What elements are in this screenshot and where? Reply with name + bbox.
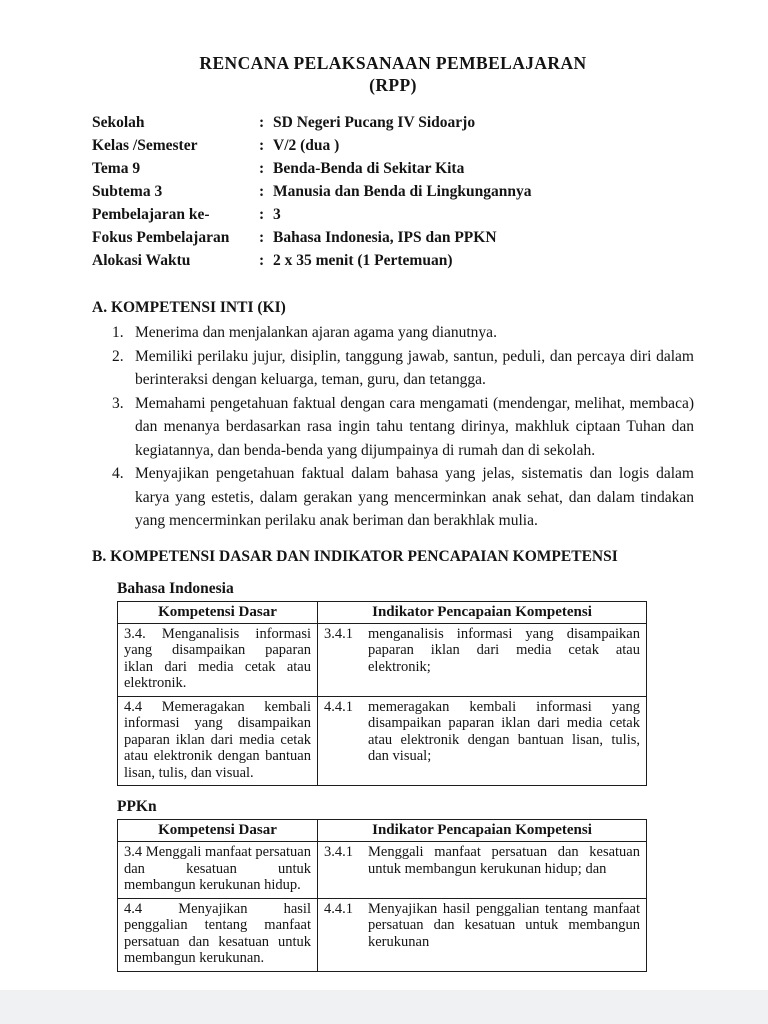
info-row-pembelajaran-ke xyxy=(92,203,694,226)
section-b-heading: B. KOMPETENSI DASAR DAN INDIKATOR PENCAPAIAN KOMPETENSI xyxy=(92,547,618,565)
table-row xyxy=(118,696,647,786)
table-header-row xyxy=(118,820,647,842)
ipk-entry xyxy=(324,626,640,676)
document-title-block xyxy=(92,52,694,96)
info-row-tema xyxy=(92,157,694,180)
info-row-subtema xyxy=(92,180,694,203)
info-value: 2 x 35 menit (1 Pertemuan) xyxy=(273,252,453,269)
kd-cell xyxy=(118,898,318,971)
table-row xyxy=(118,898,647,971)
ipk-column-header: Indikator Pencapaian Kompetensi xyxy=(318,601,647,623)
ipk-number: 4.4.1 xyxy=(324,900,353,917)
info-value: 3 xyxy=(273,206,281,223)
info-label: Kelas /Semester xyxy=(92,137,198,154)
subject-name: PPKn xyxy=(117,798,157,815)
list-item-number: 3. xyxy=(112,394,124,412)
list-item-text: Memiliki perilaku jujur, disiplin, tanggung jawab, santun, peduli, dan percaya diri dalam berinteraksi dengan keluarga, teman, guru, dan tetangga. xyxy=(135,347,694,388)
info-label: Subtema 3 xyxy=(92,183,163,200)
table-header-row xyxy=(118,601,647,623)
section-kompetensi-inti xyxy=(92,297,694,533)
kd-text: 4.4 Menyajikan hasil penggalian tentang manfaat persatuan dan kesatuan untuk membangun kerukunan. xyxy=(124,900,311,966)
info-label: Sekolah xyxy=(92,114,145,131)
kd-column-header: Kompetensi Dasar xyxy=(118,820,318,842)
info-value: Manusia dan Benda di Lingkungannya xyxy=(273,183,532,200)
ipk-text: menganalisis informasi yang disampaikan paparan iklan dari media cetak atau elektronik; xyxy=(368,625,640,675)
table-row xyxy=(118,623,647,696)
ipk-text: Menyajikan hasil penggalian tentang manfaat persatuan dan kesatuan untuk membangun kerukunan xyxy=(368,900,640,950)
ipk-number: 3.4.1 xyxy=(324,625,353,642)
ipk-cell xyxy=(318,842,647,899)
info-colon: : xyxy=(259,183,265,200)
subject-bahasa-indonesia xyxy=(117,579,694,787)
ipk-cell xyxy=(318,898,647,971)
ipk-entry xyxy=(324,699,640,765)
subject-name: Bahasa Indonesia xyxy=(117,579,234,597)
kd-cell xyxy=(118,696,318,786)
ipk-text: memeragakan kembali informasi yang disampaikan paparan iklan dari media cetak atau elektronik dengan bantuan lisan, tulis, dan visual; xyxy=(368,698,640,764)
info-colon: : xyxy=(259,114,265,131)
kd-ipk-table-ppkn xyxy=(117,819,647,972)
list-item-text: Menerima dan menjalankan ajaran agama yang dianutnya. xyxy=(135,324,497,341)
info-label: Alokasi Waktu xyxy=(92,252,191,269)
subject-ppkn xyxy=(117,797,694,972)
list-item xyxy=(112,462,694,533)
viewer-bottom-gutter xyxy=(0,990,768,1024)
info-colon: : xyxy=(259,160,265,177)
list-item xyxy=(112,345,694,392)
list-item-text: Menyajikan pengetahuan faktual dalam bahasa yang jelas, sistematis dan logis dalam karya yang estetis, dalam gerakan yang mencerminkan anak sehat, dan dalam tindakan yang mencerminkan perilaku anak beriman dan berakhlak mulia. xyxy=(135,465,694,529)
ipk-entry xyxy=(324,901,640,951)
info-value: Bahasa Indonesia, IPS dan PPKN xyxy=(273,229,497,246)
ipk-text: Menggali manfaat persatuan dan kesatuan untuk membangun kerukunan hidup; dan xyxy=(368,844,640,877)
ipk-entry xyxy=(324,844,640,877)
list-item xyxy=(112,392,694,463)
list-item xyxy=(112,321,694,345)
info-colon: : xyxy=(259,206,265,223)
info-value: Benda-Benda di Sekitar Kita xyxy=(273,160,465,177)
info-row-fokus-pembelajaran xyxy=(92,226,694,249)
list-item-number: 2. xyxy=(112,347,124,365)
kd-cell xyxy=(118,623,318,696)
kd-cell xyxy=(118,842,318,899)
info-colon: : xyxy=(259,252,265,269)
section-a-heading: A. KOMPETENSI INTI (KI) xyxy=(92,299,286,316)
list-item-number: 1. xyxy=(112,324,124,341)
kompetensi-inti-list xyxy=(92,321,694,533)
table-row xyxy=(118,842,647,899)
info-value: SD Negeri Pucang IV Sidoarjo xyxy=(273,114,476,131)
section-kompetensi-dasar xyxy=(92,546,694,972)
document-title: RENCANA PELAKSANAAN PEMBELAJARAN xyxy=(199,53,587,73)
kd-ipk-table-bahasa-indonesia xyxy=(117,601,647,787)
ipk-number: 3.4.1 xyxy=(324,844,353,860)
kd-text: 3.4. Menganalisis informasi yang disampaikan paparan iklan dari media cetak atau elektronik. xyxy=(124,625,311,691)
ipk-column-header: Indikator Pencapaian Kompetensi xyxy=(318,820,647,842)
info-value: V/2 (dua ) xyxy=(273,137,340,154)
list-item-text: Memahami pengetahuan faktual dengan cara mengamati (mendengar, melihat, membaca) dan menanya berdasarkan rasa ingin tahu tentang dirinya, makhluk ciptaan Tuhan dan kegiatannya, dan benda-benda yang dijumpainya di rumah dan di sekolah. xyxy=(135,394,694,459)
info-row-kelas-semester xyxy=(92,134,694,157)
info-label: Tema 9 xyxy=(92,160,141,177)
info-row-sekolah xyxy=(92,111,694,134)
info-label: Pembelajaran ke- xyxy=(92,206,210,223)
ipk-cell xyxy=(318,696,647,786)
info-label: Fokus Pembelajaran xyxy=(92,229,230,246)
list-item-number: 4. xyxy=(112,465,124,482)
document-subtitle: (RPP) xyxy=(369,75,417,95)
lesson-info-block xyxy=(92,111,694,272)
kd-column-header: Kompetensi Dasar xyxy=(118,601,318,623)
kd-text: 4.4 Memeragakan kembali informasi yang disampaikan paparan iklan dari media cetak atau elektronik dengan bantuan lisan, tulis, dan visual. xyxy=(124,698,311,781)
info-colon: : xyxy=(259,229,265,246)
kd-text: 3.4 Menggali manfaat persatuan dan kesatuan untuk membangun kerukunan hidup. xyxy=(124,844,311,893)
ipk-number: 4.4.1 xyxy=(324,698,353,715)
ipk-cell xyxy=(318,623,647,696)
info-row-alokasi-waktu xyxy=(92,249,694,272)
info-colon: : xyxy=(259,137,265,154)
